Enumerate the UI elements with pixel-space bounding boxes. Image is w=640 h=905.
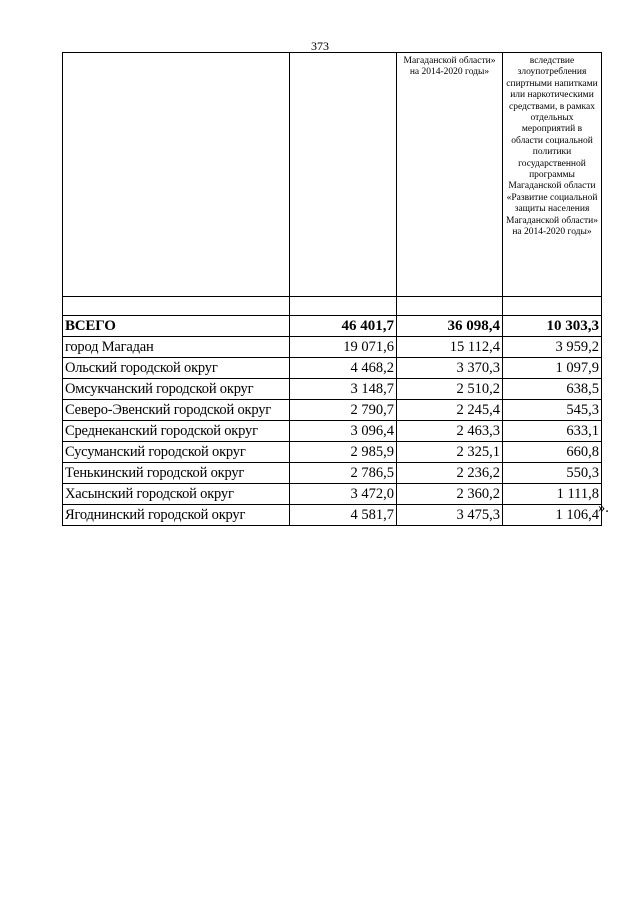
total-col3: 10 303,3 xyxy=(503,316,602,337)
row-name: Ягоднинский городской округ xyxy=(63,505,290,526)
row-col2: 2 325,1 xyxy=(397,442,503,463)
row-col2: 2 236,2 xyxy=(397,463,503,484)
row-col2: 2 463,3 xyxy=(397,421,503,442)
table-row xyxy=(63,505,602,526)
row-col2: 2 360,2 xyxy=(397,484,503,505)
row-col1: 2 786,5 xyxy=(290,463,397,484)
header-cell-col3: вследствие злоупотребления спиртными напитками или наркотическими средствами, в рамках отдельных мероприятий в области социальной политики государственной программы Магаданской области «Развитие социальной защиты населения Магаданской области» на 2014-2020 годы» xyxy=(503,53,602,297)
total-col2: 36 098,4 xyxy=(397,316,503,337)
table-row xyxy=(63,358,602,379)
table-row xyxy=(63,442,602,463)
table-row xyxy=(63,337,602,358)
header-cell-col2: Магаданской области» на 2014-2020 годы» xyxy=(397,53,503,297)
row-name: Омсукчанский городской округ xyxy=(63,379,290,400)
row-col3: 660,8 xyxy=(503,442,602,463)
row-col3: 545,3 xyxy=(503,400,602,421)
spacer-cell xyxy=(397,297,503,316)
row-col1: 3 472,0 xyxy=(290,484,397,505)
row-col1: 4 581,7 xyxy=(290,505,397,526)
row-name: Северо-Эвенский городской округ xyxy=(63,400,290,421)
row-name: Сусуманский городской округ xyxy=(63,442,290,463)
budget-table xyxy=(62,52,602,526)
row-col1: 3 096,4 xyxy=(290,421,397,442)
row-name: Хасынский городской округ xyxy=(63,484,290,505)
total-label: ВСЕГО xyxy=(63,316,290,337)
header-cell-col1 xyxy=(290,53,397,297)
row-name: Среднеканский городской округ xyxy=(63,421,290,442)
row-col3: 1 111,8 xyxy=(503,484,602,505)
row-col3: 1 097,9 xyxy=(503,358,602,379)
row-col2: 15 112,4 xyxy=(397,337,503,358)
row-col3: 1 106,4 xyxy=(503,505,602,526)
row-col2: 3 370,3 xyxy=(397,358,503,379)
table-header-row xyxy=(63,53,602,297)
row-name: Ольский городской округ xyxy=(63,358,290,379)
row-col1: 2 985,9 xyxy=(290,442,397,463)
closing-quote-mark: ». xyxy=(598,500,609,516)
header-cell-name xyxy=(63,53,290,297)
row-col1: 2 790,7 xyxy=(290,400,397,421)
table-row xyxy=(63,463,602,484)
table-row xyxy=(63,421,602,442)
spacer-cell xyxy=(63,297,290,316)
row-col1: 19 071,6 xyxy=(290,337,397,358)
row-col3: 3 959,2 xyxy=(503,337,602,358)
row-col2: 2 510,2 xyxy=(397,379,503,400)
row-name: Тенькинский городской округ xyxy=(63,463,290,484)
row-col2: 2 245,4 xyxy=(397,400,503,421)
row-col1: 4 468,2 xyxy=(290,358,397,379)
row-col3: 638,5 xyxy=(503,379,602,400)
row-name: город Магадан xyxy=(63,337,290,358)
spacer-cell xyxy=(503,297,602,316)
row-col2: 3 475,3 xyxy=(397,505,503,526)
page-number: 373 xyxy=(311,39,329,53)
table-row xyxy=(63,484,602,505)
table-spacer-row xyxy=(63,297,602,316)
row-col1: 3 148,7 xyxy=(290,379,397,400)
total-col1: 46 401,7 xyxy=(290,316,397,337)
row-col3: 550,3 xyxy=(503,463,602,484)
table-row xyxy=(63,379,602,400)
row-col3: 633,1 xyxy=(503,421,602,442)
total-row xyxy=(63,316,602,337)
spacer-cell xyxy=(290,297,397,316)
table-row xyxy=(63,400,602,421)
